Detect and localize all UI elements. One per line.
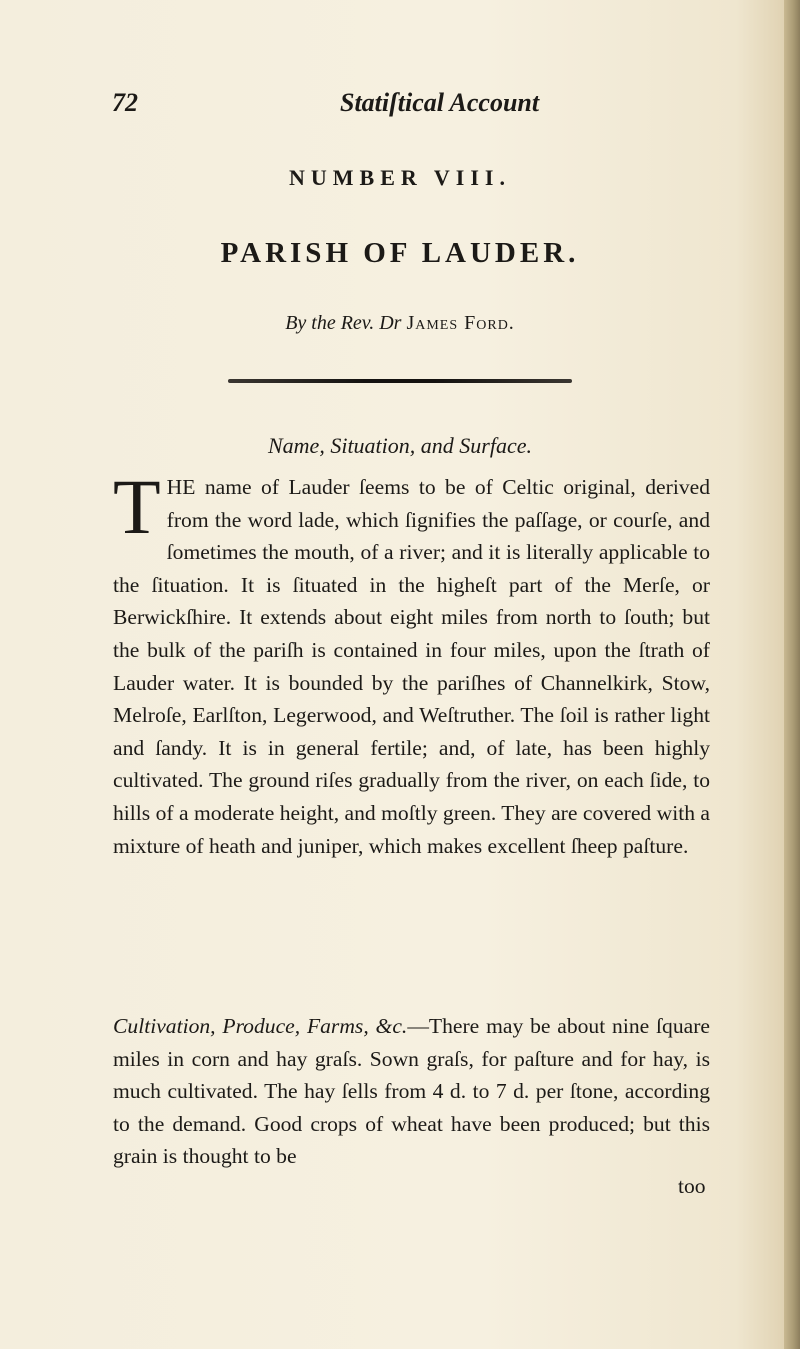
paragraph-cultivation xyxy=(113,1010,710,1173)
paragraph2-lead: Cultivation, Produce, Farms, &c. xyxy=(113,1014,408,1038)
page-header xyxy=(0,88,800,128)
running-head: Statiſtical Account xyxy=(340,88,540,117)
drop-cap: T xyxy=(113,463,161,550)
paragraph1-text: HE name of Lauder ſeems to be of Celtic original, derived from the word lade, which ſignifies the paſſage, or courſe, and ſometimes the mouth, of a river; and it is literally applicable to the ſituation. It is ſituated in the higheſt part of the Merſe, or Berwickſhire. It extends about eight miles from north to ſouth; but the bulk of the pariſh is contained in four miles, upon the ſtrath of Lauder water. It is bounded by the pariſhes of Channelkirk, Stow, Melroſe, Earlſton, Legerwood, and Weſtruther. The ſoil is rather light and ſandy. It is in general fertile; and, of late, has been highly cultivated. The ground riſes gradually from the river, on each ſide, to hills of a moderate height, and moſtly green. They are covered with a mixture of heath and juniper, which makes excellent ſheep paſture. xyxy=(113,475,710,858)
section-title: Name, Situation, and Surface. xyxy=(268,433,532,458)
number-heading: NUMBER VIII. xyxy=(289,165,511,190)
byline-prefix: By the Rev. Dr xyxy=(285,312,402,334)
byline xyxy=(0,312,800,335)
decorative-rule xyxy=(228,379,572,383)
byline-author: James Ford. xyxy=(406,312,515,334)
parish-heading: PARISH OF LAUDER. xyxy=(220,237,580,269)
paragraph-name-situation xyxy=(113,463,710,862)
page-number: 72 xyxy=(112,88,138,117)
paragraph2-text: —There may be about nine ſquare miles in corn and hay graſs. Sown graſs, for paſture and for hay, is much cultivated. The hay ſells from 4 d. to 7 d. per ſtone, according to the demand. Good crops of wheat have been produced; but this grain is thought to be xyxy=(113,1014,710,1169)
page-edge xyxy=(784,0,800,1349)
catchword: too xyxy=(678,1174,706,1198)
